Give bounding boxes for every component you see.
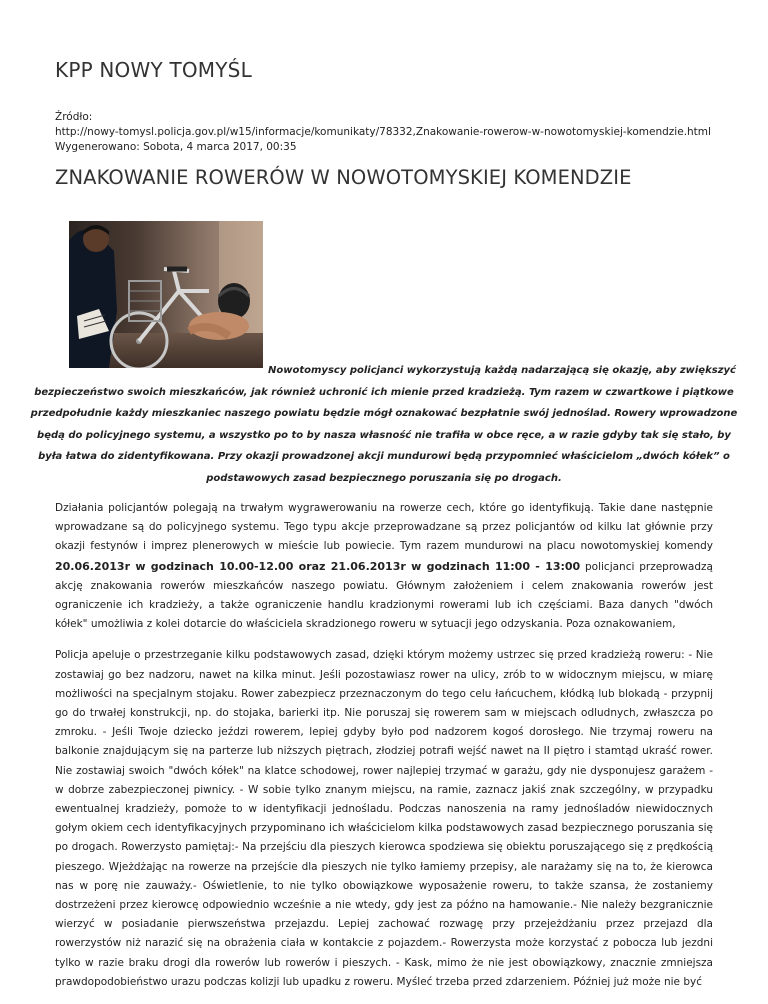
lead-image-gap	[32, 372, 268, 373]
article-body	[55, 499, 713, 1004]
source-label: Źródło:	[55, 111, 93, 123]
article-title: ZNAKOWANIE ROWERÓW W NOWOTOMYSKIEJ KOMENDZIE	[55, 166, 632, 189]
paragraph-1-dates: 20.06.2013r w godzinach 10.00-12.00 oraz 21.06.2013r w godzinach 11:00 - 13:00	[55, 559, 581, 573]
site-title: KPP NOWY TOMYŚL	[55, 58, 252, 82]
source-meta	[55, 110, 711, 155]
paragraph-1-text-a: Działania policjantów polegają na trwałym wygrawerowaniu na rowerze cech, które go identyfikują. Takie dane następnie wprowadzane są do policyjnego systemu. Tego typu akcje przeprowadzane są przez policjantów od kilku lat głównie przy okazji festynów i imprez plenerowych w mieście lub powiecie. Tym razem mundurowi na placu nowotomyskiej komendy	[55, 502, 713, 553]
article-lead	[27, 360, 741, 489]
paragraph-1-text-b: policjanci przeprowadzą akcję znakowania rowerów mieszkańców naszego powiatu. Głównym założeniem i celem znakowania rowerów jest ograniczenie ich kradzieży, a także ograniczenie handlu kradzionymi rowerami lub ich częściami. Baza danych "dwóch kółek" umożliwia z kolei dotarcie do właściciela skradzionego roweru w sytuacji jego odzyskania. Poza oznakowaniem,	[55, 560, 713, 631]
generated-date: Wygenerowano: Sobota, 4 marca 2017, 00:35	[55, 141, 297, 153]
paragraph-2: Policja apeluje o przestrzeganie kilku podstawowych zasad, dzięki którym możemy ustrzec się przed kradzieżą roweru: - Nie zostawiaj go bez nadzoru, nawet na kilka minut. Jeśli pozostawiasz rower na ulicy, zrób to w widocznym miejscu, w miarę możliwości na specjalnym stojaku. Rower zabezpiecz przeznaczonym do tego celu łańcuchem, kłódką lub blokadą - przypnij go do trwałej konstrukcji, np. do stojaka, barierki itp. Nie poruszaj się rowerem sam w miejscach odludnych, zwłaszcza po zmroku. - Jeśli Twoje dziecko jeździ rowerem, lepiej gdyby było pod nadzorem kogoś dorosłego. Nie trzymaj roweru na balkonie znajdującym się na parterze lub niższych piętrach, złodziej potrafi wejść nawet na II piętro i stamtąd ukraść rower. Nie zostawiaj swoich "dwóch kółek" na klatce schodowej, rower najlepiej trzymać w garażu, gdy nie dysponujesz garażem - w dobrze zabezpieczonej piwnicy. - W sobie tylko znanym miejscu, na ramie, zaznacz jakiś znak szczególny, w przypadku ewentualnej kradzieży, pomoże to w identyfikacji jednośladu. Podczas nanoszenia na ramy jednośladów niewidocznych gołym okiem cech identyfikacyjnych przypominano ich właścicielom kilka podstawowych zasad bezpiecznego poruszania się po drogach. Rowerzysto pamiętaj:- Na przejściu dla pieszych kierowca spodziewa się obiektu poruszającego się z prędkością pieszego. Wjeżdżając na rowerze na przejście dla pieszych nie tylko łamiemy przepisy, ale narażamy się na to, że kierowca nas w porę nie zauważy.- Oświetlenie, to nie tylko obowiązkowe wyposażenie roweru, to także szansa, że zostaniemy dostrzeżeni przez kierowcę odpowiednio wcześnie a nie wtedy, gdy jest za późno na hamowanie.- Nie należy bezgranicznie wierzyć w posiadanie pierwszeństwa przejazdu. Lepiej zachować rozwagę przy przejeżdżaniu przez przejazd dla rowerzystów niż narazić się na obrażenia ciała w kontakcie z pojazdem.- Rowerzysta może korzystać z pobocza lub jezdni tylko w razie braku drogi dla rowerów lub rowerów i pieszych. - Kask, mimo że nie jest obowiązkowy, znacznie zmniejsza prawdopodobieństwo urazu podczas kolizji lub upadku z roweru. Myśleć trzeba przed zdarzeniem. Później już może nie być	[55, 649, 713, 988]
source-url[interactable]: http://nowy-tomysl.policja.gov.pl/w15/informacje/komunikaty/78332,Znakowanie-rowerow-w-nowotomyskiej-komendzie.html	[55, 126, 711, 138]
lead-text: Nowotomyscy policjanci wykorzystują każdą nadarzającą się okazję, aby zwiększyć bezpieczeństwo swoich mieszkańców, jak również uchronić ich mienie przed kradzieżą. Tym razem w czwartkowe i piątkowe przedpołudnie każdy mieszkaniec naszego powiatu będzie mógł oznakować bezpłatnie swój jednoślad. Rowery wprowadzone będą do policyjnego systemu, a wszystko po to by nasza własność nie trafiła w obce ręce, a w razie gdyby tak się stało, by była łatwa do zidentyfikowana. Przy okazji prowadzonej akcji mundurowi będą przypomnieć właścicielom „dwóch kółek” o podstawowych zasad bezpiecznego poruszania się po drogach.	[30, 365, 738, 484]
article-photo	[69, 221, 263, 368]
paragraph-1	[55, 499, 713, 634]
